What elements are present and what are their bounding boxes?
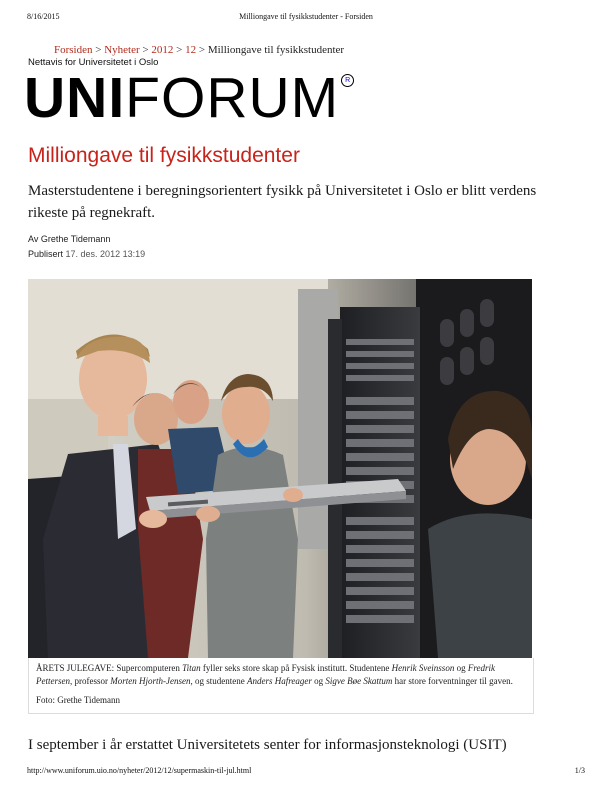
print-url: http://www.uniforum.uio.no/nyheter/2012/12/supermaskin-til-jul.html [27, 766, 252, 775]
print-page-title: Milliongave til fysikkstudenter - Forsiden [239, 12, 373, 21]
breadcrumb-current: Milliongave til fysikkstudenter [207, 44, 345, 56]
breadcrumb [54, 44, 344, 56]
supercomputer-photo[interactable] [28, 279, 532, 658]
caption-segment: og [454, 663, 468, 673]
breadcrumb-link-forsiden[interactable]: Forsiden [54, 44, 93, 56]
logo-text-forum: FORUM [125, 66, 340, 130]
breadcrumb-link-month[interactable]: 12 [185, 44, 197, 56]
published-label: Publisert [28, 249, 64, 259]
caption-person-name: Henrik Sveinsson [391, 663, 455, 673]
breadcrumb-link-year[interactable]: 2012 [151, 44, 174, 56]
site-tagline: Nettavis for Universitetet i Oslo [28, 57, 159, 68]
article-lead: Masterstudentene i beregningsorientert fysikk på Universitetet i Oslo er blitt verdens rikeste på regnekraft. [28, 183, 537, 221]
caption-segment: , professor [70, 676, 111, 686]
caption-text [36, 662, 526, 688]
caption-person-name: Anders Hafreager [246, 676, 312, 686]
print-header [0, 0, 612, 20]
caption-person-name: Fredrik Pettersen [36, 663, 495, 686]
breadcrumb-separator: > [198, 44, 206, 56]
photo-credit: Foto: Grethe Tidemann [36, 695, 121, 705]
article-headline: Milliongave til fysikkstudenter [28, 144, 300, 167]
published-date: 17. des. 2012 13:19 [65, 249, 146, 259]
article-body-first-line: I september i år erstattet Universitetets senter for informasjonsteknologi (USIT) [28, 737, 507, 753]
print-date: 8/16/2015 [27, 12, 60, 21]
article-published [28, 249, 145, 259]
print-footer [0, 766, 612, 780]
logo-text-uni: UNI [24, 66, 126, 130]
registered-mark-icon: R [341, 74, 354, 87]
caption-person-name: Morten Hjorth-Jensen [110, 676, 191, 686]
caption-segment: fyller seks store skap på Fysisk institutt. Studentene [200, 663, 392, 673]
caption-segment: ÅRETS JULEGAVE: Supercomputeren [36, 663, 183, 673]
article-byline: Av Grethe Tidemann [28, 234, 111, 244]
caption-segment: og [311, 676, 326, 686]
caption-italic-titan: Titan [182, 663, 201, 673]
photo-caption [28, 658, 534, 714]
print-page-number: 1/3 [574, 766, 585, 775]
uniforum-logo[interactable] [24, 66, 354, 130]
caption-segment: har store forventninger til gaven. [392, 676, 513, 686]
breadcrumb-separator: > [142, 44, 149, 56]
breadcrumb-link-nyheter[interactable]: Nyheter [104, 44, 140, 56]
breadcrumb-separator: > [95, 44, 102, 56]
article-figure [28, 279, 532, 714]
breadcrumb-separator: > [176, 44, 183, 56]
caption-segment: , og studentene [190, 676, 247, 686]
caption-person-name: Sigve Bøe Skattum [325, 676, 393, 686]
